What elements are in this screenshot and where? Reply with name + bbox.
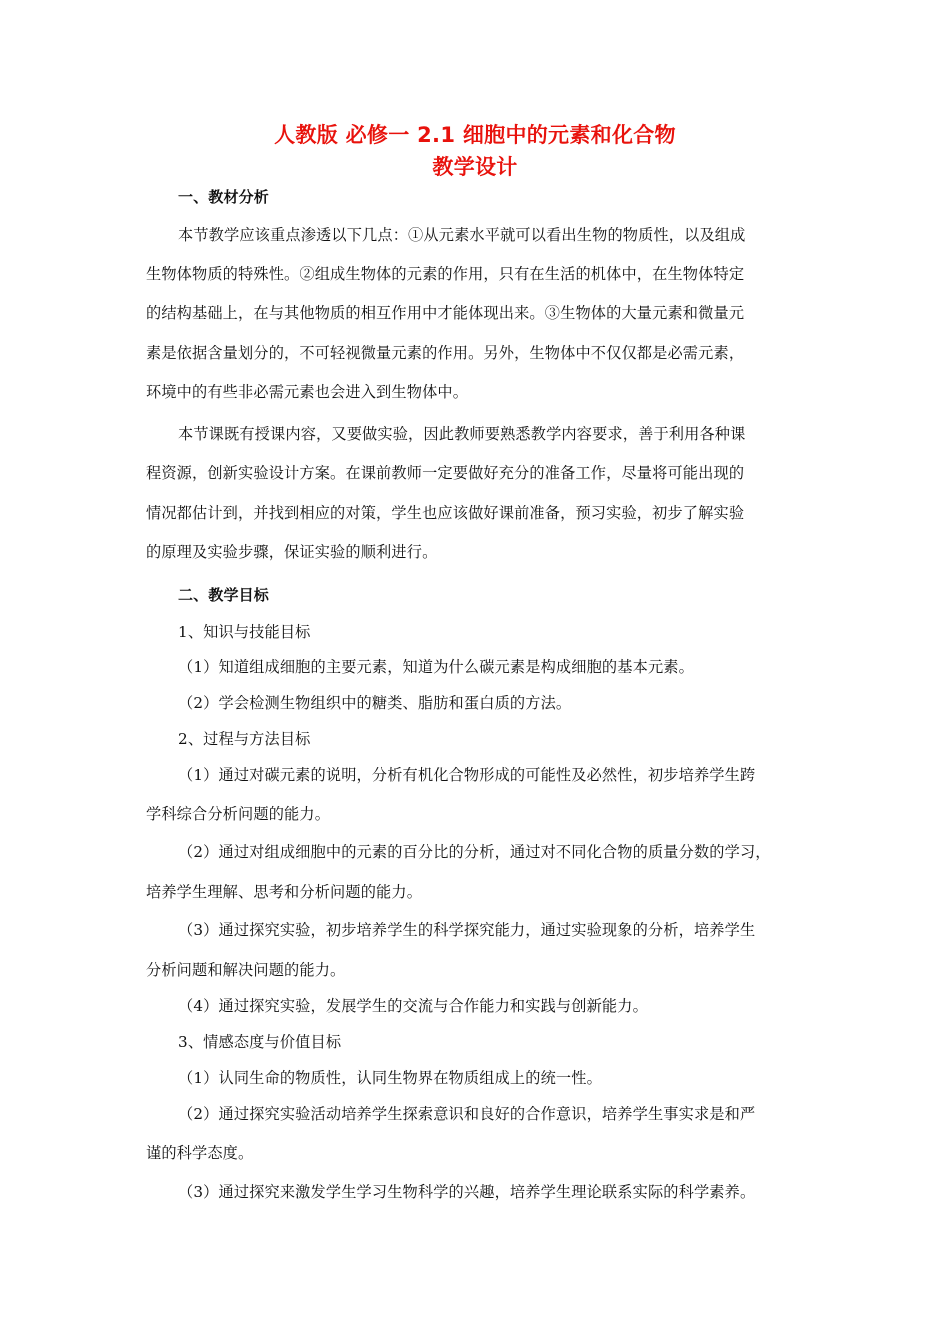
goal-item: （1）通过对碳元素的说明，分析有机化合物形成的可能性及必然性，初步培养学生跨 <box>178 766 756 784</box>
goal-item: （2）通过对组成细胞中的元素的百分比的分析，通过对不同化合物的质量分数的学习， <box>178 843 771 861</box>
goal-item-continuation: 分析问题和解决问题的能力。 <box>146 961 346 979</box>
document-title: 人教版 必修一 2.1 细胞中的元素和化合物 <box>274 123 676 147</box>
section-heading-teaching-goals: 二、教学目标 <box>178 586 269 604</box>
goal-item: （2）通过探究实验活动培养学生探索意识和良好的合作意识，培养学生事实求是和严 <box>178 1105 756 1123</box>
paragraph-line: 本节课既有授课内容，又要做实验，因此教师要熟悉教学内容要求，善于利用各种课 <box>178 425 746 443</box>
goal-item: （3）通过探究来激发学生学习生物科学的兴趣，培养学生理论联系实际的科学素养。 <box>178 1183 756 1201</box>
paragraph-line: 的原理及实验步骤，保证实验的顺利进行。 <box>146 543 438 561</box>
goal-item-continuation: 学科综合分析问题的能力。 <box>146 805 331 823</box>
goal-item: （3）通过探究实验，初步培养学生的科学探究能力，通过实验现象的分析，培养学生 <box>178 921 756 939</box>
goal-item: （2）学会检测生物组织中的糖类、脂肪和蛋白质的方法。 <box>178 694 572 712</box>
paragraph-line: 的结构基础上，在与其他物质的相互作用中才能体现出来。③生物体的大量元素和微量元 <box>146 304 745 322</box>
goal-item: （1）知道组成细胞的主要元素，知道为什么碳元素是构成细胞的基本元素。 <box>178 658 694 676</box>
goal-item: （1）认同生命的物质性，认同生物界在物质组成上的统一性。 <box>178 1069 602 1087</box>
paragraph-line: 情况都估计到，并找到相应的对策，学生也应该做好课前准备，预习实验，初步了解实验 <box>146 504 745 522</box>
paragraph-line: 生物体物质的特殊性。②组成生物体的元素的作用，只有在生活的机体中，在生物体特定 <box>146 265 745 283</box>
document-subtitle: 教学设计 <box>432 155 518 179</box>
goal-title-attitudes-values: 3、情感态度与价值目标 <box>178 1033 342 1051</box>
paragraph-line: 素是依据含量划分的，不可轻视微量元素的作用。另外，生物体中不仅仅都是必需元素， <box>146 344 745 362</box>
goal-item: （4）通过探究实验，发展学生的交流与合作能力和实践与创新能力。 <box>178 997 648 1015</box>
paragraph-line: 程资源，创新实验设计方案。在课前教师一定要做好充分的准备工作，尽量将可能出现的 <box>146 464 745 482</box>
goal-item-continuation: 培养学生理解、思考和分析问题的能力。 <box>146 883 423 901</box>
section-heading-textbook-analysis: 一、教材分析 <box>178 188 269 206</box>
paragraph-line: 环境中的有些非必需元素也会进入到生物体中。 <box>146 383 469 401</box>
paragraph-line: 本节教学应该重点渗透以下几点：①从元素水平就可以看出生物的物质性，以及组成 <box>178 226 746 244</box>
goal-item-continuation: 谨的科学态度。 <box>146 1144 254 1162</box>
goal-title-knowledge-skills: 1、知识与技能目标 <box>178 623 311 641</box>
goal-title-process-methods: 2、过程与方法目标 <box>178 730 311 748</box>
